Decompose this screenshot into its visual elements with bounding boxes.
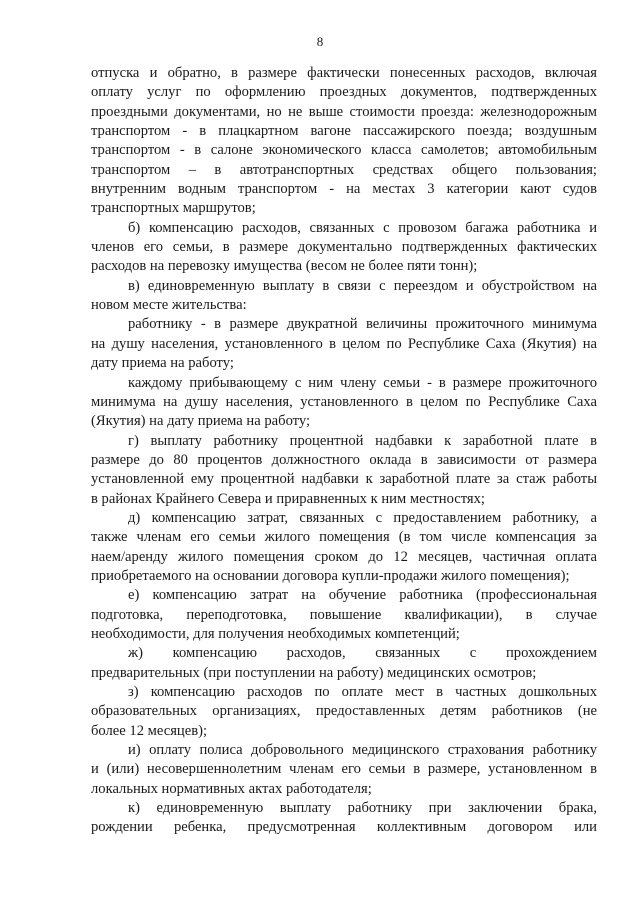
text-line: е) компенсацию затрат на обучение работника (профессиональная bbox=[128, 587, 597, 604]
text-line: более 12 месяцев); bbox=[91, 722, 208, 739]
text-line: дату приема на работу; bbox=[91, 355, 234, 372]
paragraph bbox=[91, 277, 597, 316]
text-line: необходимости, для получения необходимых компетенций; bbox=[91, 625, 460, 642]
text-line: локальных нормативных актах работодателя; bbox=[91, 780, 372, 797]
text-line: транспортом - в салоне экономического класса самолетов; автомобильным bbox=[91, 142, 597, 159]
text-line: транспортом – в автотранспортных средствах общего пользования; bbox=[91, 161, 597, 178]
text-line: д) компенсацию затрат, связанных с предоставлением работнику, а bbox=[128, 509, 597, 526]
paragraph bbox=[91, 374, 597, 432]
text-line: и (или) несовершеннолетним членам его семьи в размере, установленном в bbox=[91, 761, 597, 778]
paragraph bbox=[91, 315, 597, 373]
text-line: оплату услуг по оформлению проездных документов, подтвержденных bbox=[91, 84, 597, 101]
text-line: транспортом - в плацкартном вагоне пассажирского поезда; воздушным bbox=[91, 123, 597, 140]
text-line: проездными документами, но не выше стоимости проезда: железнодорожным bbox=[91, 103, 597, 120]
text-line: на душу населения, установленного в целом по Республике Саха (Якутия) на bbox=[91, 335, 597, 352]
text-line: расходов на перевозку имущества (весом не более пяти тонн); bbox=[91, 258, 478, 275]
paragraph bbox=[91, 741, 597, 799]
text-line: отпуска и обратно, в размере фактически понесенных расходов, включая bbox=[91, 65, 597, 81]
text-line: транспортных маршрутов; bbox=[91, 200, 256, 217]
text-line: в районах Крайнего Севера и приравненных к ним местностях; bbox=[91, 490, 485, 507]
text-line: наем/аренду жилого помещения сроком до 12 месяцев, частичная оплата bbox=[91, 548, 597, 565]
paragraph bbox=[91, 432, 597, 509]
paragraph bbox=[91, 509, 597, 586]
text-line: рождении ребенка, предусмотренная коллективным договором или bbox=[91, 819, 597, 836]
text-line: минимума на душу населения, установленного в целом по Республике Саха bbox=[91, 393, 597, 410]
text-line: новом месте жительства: bbox=[91, 297, 247, 314]
paragraph bbox=[91, 586, 597, 644]
text-line: внутренним водным транспортом - на местах 3 категории кают судов bbox=[91, 181, 597, 198]
paragraph bbox=[91, 64, 597, 219]
text-line: приобретаемого на основании договора купли-продажи жилого помещения); bbox=[91, 567, 570, 584]
text-line: членов его семьи, в размере документально подтвержденных фактических bbox=[91, 239, 597, 256]
text-line: каждому прибывающему с ним члену семьи - в размере прожиточного bbox=[128, 374, 597, 391]
text-line: размере до 80 процентов должностного оклада в зависимости от размера bbox=[91, 451, 597, 468]
text-line: подготовка, переподготовка, повышение квалификации), в случае bbox=[91, 606, 597, 623]
text-line: г) выплату работнику процентной надбавки к заработной плате в bbox=[128, 432, 597, 449]
text-line: (Якутия) на дату приема на работу; bbox=[91, 413, 311, 430]
paragraph bbox=[91, 799, 597, 838]
paragraph bbox=[91, 683, 597, 741]
text-line: образовательных организациях, предоставленных детям работников (не bbox=[91, 703, 597, 720]
text-line: также членам его семьи жилого помещения (в том числе компенсация за bbox=[91, 529, 597, 546]
text-line: предварительных (при поступлении на работу) медицинских осмотров; bbox=[91, 664, 537, 681]
page-number: 8 bbox=[316, 34, 324, 49]
text-line: б) компенсацию расходов, связанных с провозом багажа работника и bbox=[128, 219, 597, 236]
text-line: в) единовременную выплату в связи с переездом и обустройством на bbox=[128, 277, 597, 294]
paragraph bbox=[91, 644, 597, 683]
text-line: работнику - в размере двукратной величины прожиточного минимума bbox=[128, 316, 597, 333]
text-line: з) компенсацию расходов по оплате мест в частных дошкольных bbox=[128, 684, 597, 700]
paragraph bbox=[91, 219, 597, 277]
text-line: установленной ему процентной надбавки к заработной плате за стаж работы bbox=[91, 471, 597, 488]
document-body bbox=[91, 64, 597, 838]
text-line: и) оплату полиса добровольного медицинского страхования работнику bbox=[128, 742, 597, 759]
text-line: к) единовременную выплату работнику при заключении брака, bbox=[128, 800, 597, 817]
text-line: ж) компенсацию расходов, связанных с прохождением bbox=[128, 645, 597, 662]
